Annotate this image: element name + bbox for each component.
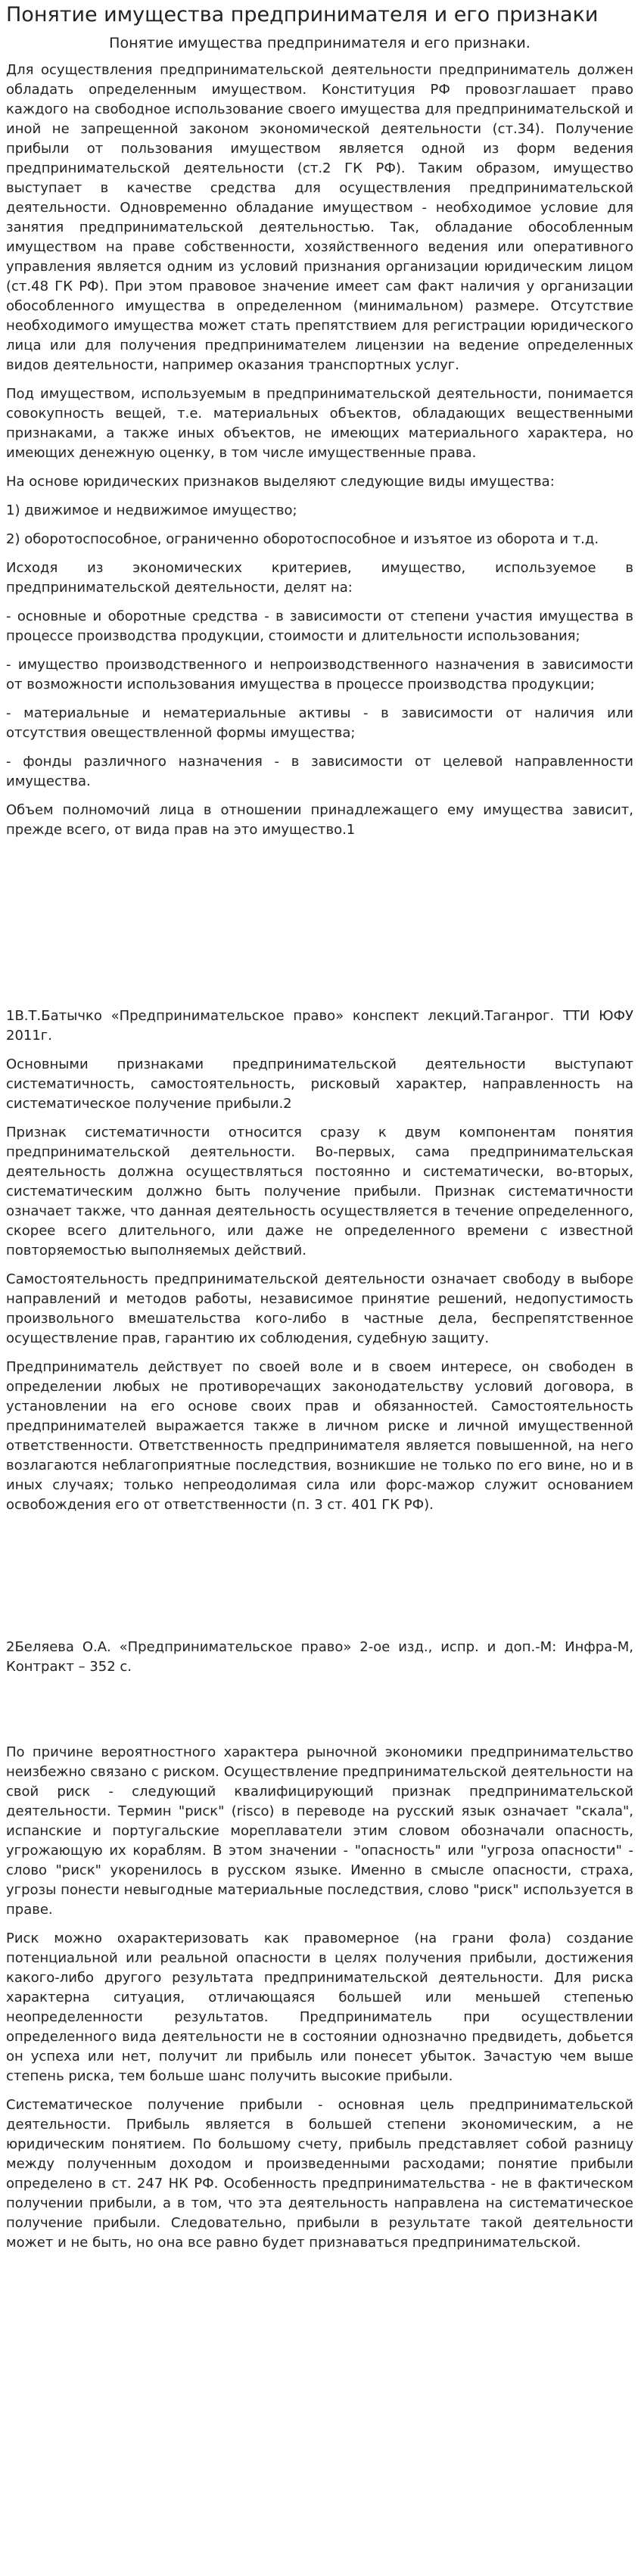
list-item: - имущество производственного и непроизводственного назначения в зависимости от возможности использования имущества в процессе производства продукции; — [6, 657, 633, 692]
paragraph: Объем полномочий лица в отношении принадлежащего ему имущества зависит, прежде всего, от вида прав на это имущество.1 — [6, 802, 633, 838]
paragraph: Для осуществления предпринимательской деятельности предприниматель должен обладать определенным имуществом. Конституция РФ провозглашает право каждого на свободное использование своего имущества для предпринимательской и иной не запрещенной законом экономической деятельности (ст.34). Получение прибыли от пользования имуществом является одной из форм ведения предпринимательской деятельности (ст.2 ГК РФ). Таким образом, имущество выступает в качестве средства для осуществления предпринимательской деятельности. Одновременно обладание имуществом - необходимое условие для занятия предпринимательской деятельностью. Так, обладание обособленным имуществом на праве собственности, хозяйственного ведения или оперативного управления является одним из условий признания организации юридическим лицом (ст.48 ГК РФ). При этом правовое значение имеет сам факт наличия у организации обособленного имущества в определенном (минимальном) размере. Отсутствие необходимого имущества может стать препятствием для регистрации юридического лица или для получения предпринимателем лицензии на ведение определенных видов деятельности, например оказания транспортных услуг. — [6, 62, 633, 373]
list-item: 1) движимое и недвижимое имущество; — [6, 502, 297, 518]
document-subtitle: Понятие имущества предпринимателя и его признаки. — [109, 35, 531, 51]
document-page — [0, 2, 641, 2253]
page-break-space — [6, 1524, 633, 1638]
paragraph: Основными признаками предпринимательской деятельности выступают систематичность, самостоятельность, рисковый характер, направленность на систематическое получение прибыли.2 — [6, 1056, 633, 1112]
list-item: - фонды различного назначения - в зависимости от целевой направленности имущества. — [6, 754, 633, 789]
list-item: 2) оборотоспособное, ограниченно оборотоспособное и изъятое из оборота и т.д. — [6, 531, 599, 547]
paragraph: На основе юридических признаков выделяют следующие виды имущества: — [6, 474, 555, 490]
paragraph: Признак систематичности относится сразу к двум компонентам понятия предпринимательской деятельности. Во-первых, сама предпринимательская деятельность должна осуществляться постоянно и систематически, во-вторых, систематическим должно быть получение прибыли. Признак систематичности означает также, что данная деятельность осуществляется в течение определенного, скорее всего длительного, или даже не определенного времени с известной повторяемостью выполняемых действий. — [6, 1125, 633, 1258]
paragraph: Исходя из экономических критериев, имущество, используемое в предпринимательской деятельности, делят на: — [6, 560, 633, 596]
list-item: - основные и оборотные средства - в зависимости от степени участия имущества в процессе производства продукции, стоимости и длительности использования; — [6, 608, 633, 644]
paragraph: Предприниматель действует по своей воле и в своем интересе, он свободен в определении любых не противоречащих законодательству условий договора, в установлении на его основе своих прав и обязанностей. Самостоятельность предпринимателей выражается также в личном риске и личной имущественной ответственности. Ответственность предпринимателя является повышенной, на него возлагаются неблагоприятные последствия, возникшие не только по его вине, но и в иных случаях; только непреодолимая сила или форс-мажор служит основанием освобождения его от ответственности (п. 3 ст. 401 ГК РФ). — [6, 1359, 633, 1513]
page-break-space — [6, 849, 633, 1006]
footnote-1: 1В.Т.Батычко «Предпринимательское право» конспект лекций.Таганрог. ТТИ ЮФУ 2011г. — [6, 1008, 633, 1044]
list-item: - материальные и нематериальные активы - в зависимости от наличия или отсутствия овеществленной формы имущества; — [6, 705, 633, 741]
page-break-space — [6, 1686, 633, 1743]
page-title: Понятие имущества предпринимателя и его признаки — [6, 3, 599, 26]
paragraph: По причине вероятностного характера рыночной экономики предпринимательство неизбежно связано с риском. Осуществление предпринимательской деятельности на свой риск - следующий квалифицирующий признак предпринимательской деятельности. Термин "риск" (risco) в переводе на русский язык означает "скала", испанские и португальские мореплаватели этим словом обозначали опасность, угрожающую их кораблям. В этом значении - "опасность" или "угроза опасности" - слово "риск" укоренилось в русском языке. Именно в смысле опасности, страха, угрозы понести невыгодные материальные последствия, слово "риск" используется в праве. — [6, 1744, 633, 1918]
footnote-2: 2Беляева О.А. «Предпринимательское право» 2-ое изд., испр. и доп.-М: Инфра-М, Контракт – 352 с. — [6, 1639, 633, 1675]
paragraph: Систематическое получение прибыли - основная цель предпринимательской деятельности. Прибыль является в большей степени экономическим, а не юридическим понятием. По большому счету, прибыль представляет собой разницу между полученным доходом и произведенными расходами; понятие прибыли определено в ст. 247 НК РФ. Особенность предпринимательства - не в фактическом получении прибыли, а в том, что эта деятельность направлена на систематическое получение прибыли. Следовательно, прибыли в результате такой деятельности может и не быть, но она все равно будет признаваться предпринимательской. — [6, 2097, 633, 2251]
paragraph: Риск можно охарактеризовать как правомерное (на грани фола) создание потенциальной или реальной опасности в целях получения прибыли, достижения какого-либо другого результата предпринимательской деятельности. Для риска характерна ситуация, отличающаяся большей или меньшей степенью неопределенности результатов. Предприниматель при осуществлении определенного вида деятельности не в состоянии однозначно предвидеть, добьется он успеха или нет, получит ли прибыль или понесет убыток. Зачастую чем выше степень риска, тем больше шанс получить высокие прибыли. — [6, 1930, 633, 2084]
paragraph: Под имуществом, используемым в предпринимательской деятельности, понимается совокупность вещей, т.е. материальных объектов, обладающих вещественными признаками, а также иных объектов, не имеющих материального характера, но имеющих денежную оценку, в том числе имущественные права. — [6, 386, 633, 461]
paragraph: Самостоятельность предпринимательской деятельности означает свободу в выборе направлений и методов работы, независимое принятие решений, недопустимость произвольного вмешательства кого-либо в частные дела, беспрепятственное осуществление прав, гарантию их соблюдения, судебную защиту. — [6, 1271, 633, 1346]
